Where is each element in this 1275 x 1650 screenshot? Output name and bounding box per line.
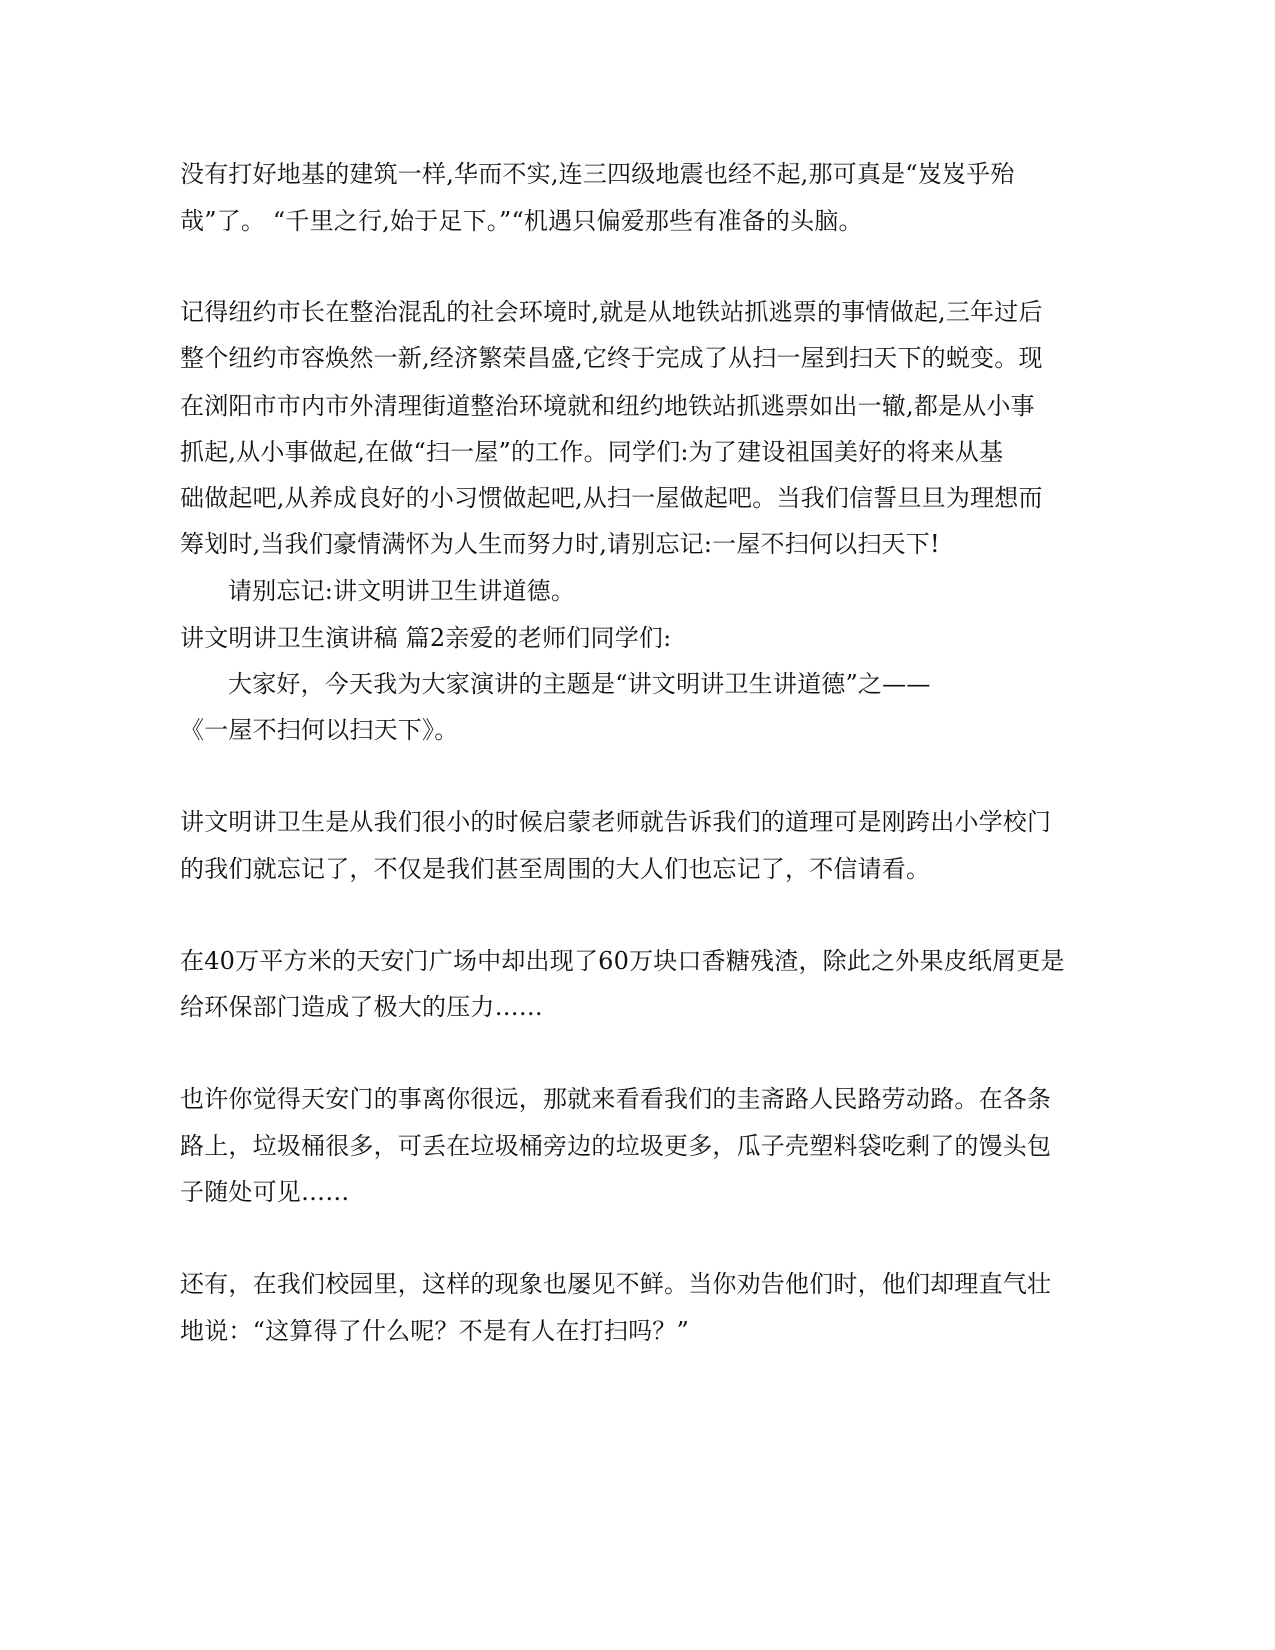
text-line: 也许你觉得天安门的事离你很远，那就来看看我们的圭斋路人民路劳动路。在各条 [180,1085,1052,1113]
text-line: 大家好，今天我为大家演讲的主题是“讲文明讲卫生讲道德”之—— [228,670,931,698]
text-line: 础做起吧,从养成良好的小习惯做起吧,从扫一屋做起吧。当我们信誓旦旦为理想而 [180,484,1043,512]
text-line: 没有打好地基的建筑一样,华而不实,连三四级地震也经不起,那可真是“岌岌乎殆 [180,160,1015,188]
text-line: 抓起,从小事做起,在做“扫一屋”的工作。同学们:为了建设祖国美好的将来从基 [180,438,1004,466]
text-line: 的我们就忘记了，不仅是我们甚至周围的大人们也忘记了，不信请看。 [180,855,931,883]
text-line: 地说：“这算得了什么呢？不是有人在打扫吗？” [180,1317,689,1345]
text-line: 筹划时,当我们豪情满怀为人生而努力时,请别忘记:一屋不扫何以扫天下! [180,530,940,558]
text-line: 路上，垃圾桶很多，可丢在垃圾桶旁边的垃圾更多，瓜子壳塑料袋吃剩了的馒头包 [180,1132,1052,1160]
text-line: 还有，在我们校园里，这样的现象也屡见不鲜。当你劝告他们时，他们却理直气壮 [180,1270,1052,1298]
text-line: 记得纽约市长在整治混乱的社会环境时,就是从地铁站抓逃票的事情做起,三年过后 [180,298,1043,326]
section-heading: 讲文明讲卫生演讲稿 篇2亲爱的老师们同学们: [180,624,672,652]
text-line: 讲文明讲卫生是从我们很小的时候启蒙老师就告诉我们的道理可是刚跨出小学校门 [180,808,1052,836]
text-line: 给环保部门造成了极大的压力…… [180,993,543,1021]
text-line: 请别忘记:讲文明讲卫生讲道德。 [228,577,576,605]
text-line: 在浏阳市市内市外清理街道整治环境就和纽约地铁站抓逃票如出一辙,都是从小事 [180,392,1035,420]
text-line: 整个纽约市容焕然一新,经济繁荣昌盛,它终于完成了从扫一屋到扫天下的蜕变。现 [180,344,1043,372]
text-line: 子随处可见…… [180,1178,350,1206]
text-line: 在40万平方米的天安门广场中却出现了60万块口香糖残渣，除此之外果皮纸屑更是 [180,947,1065,975]
text-line: 《一屋不扫何以扫天下》。 [180,716,459,744]
text-line: 哉”了。 “千里之行,始于足下。”“机遇只偏爱那些有准备的头脑。 [180,207,863,235]
